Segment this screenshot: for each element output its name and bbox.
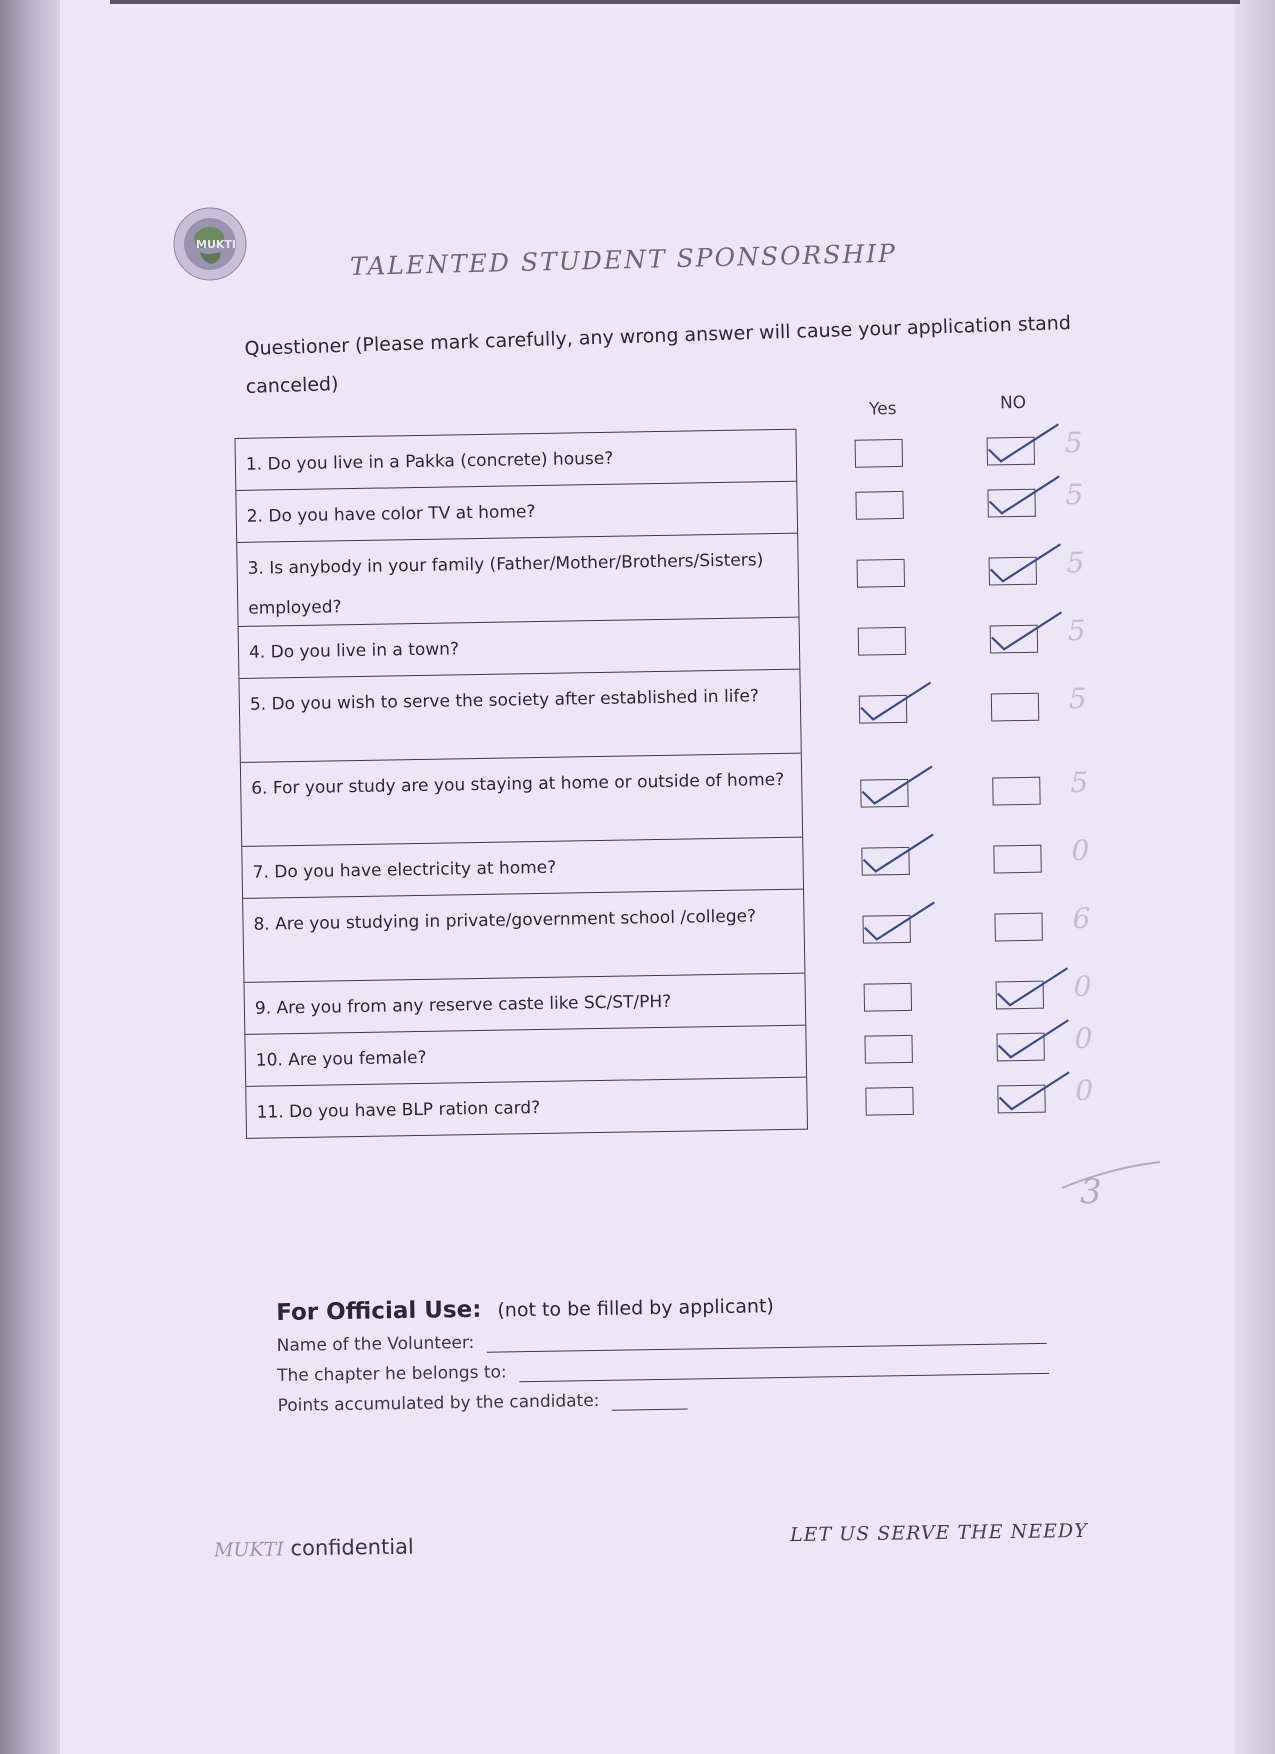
no-checkbox[interactable] (987, 489, 1035, 518)
question-row (237, 533, 798, 626)
no-checkbox[interactable] (993, 845, 1041, 874)
yes-checkbox[interactable] (859, 695, 907, 724)
no-checkbox[interactable] (994, 913, 1042, 942)
question-row (236, 481, 797, 542)
score-mark: 5 (1065, 477, 1084, 512)
score-mark: 6 (1072, 901, 1091, 936)
official-use-title: For Official Use: (276, 1296, 482, 1326)
volunteer-name-field[interactable] (486, 1325, 1046, 1353)
footer-confidential-label: confidential (290, 1534, 414, 1561)
no-checkbox[interactable] (997, 1085, 1045, 1114)
scan-top-edge (110, 0, 1240, 4)
score-mark: 5 (1070, 765, 1089, 800)
yes-checkbox[interactable] (855, 439, 903, 468)
logo-wordmark: MUKTI (196, 238, 236, 251)
question-row (242, 837, 803, 898)
question-text: 5. Do you wish to serve the society after established in life? (249, 686, 760, 715)
question-text: 4. Do you live in a town? (248, 639, 460, 663)
score-mark: 5 (1066, 545, 1085, 580)
question-text: 3. Is anybody in your family (Father/Mother/Brothers/Sisters) employed? (247, 550, 764, 619)
no-checkbox[interactable] (989, 557, 1037, 586)
score-mark: 5 (1064, 425, 1083, 460)
yes-checkbox[interactable] (864, 1035, 912, 1064)
yes-checkbox[interactable] (861, 847, 909, 876)
footer-brand: MUKTI (213, 1538, 285, 1562)
official-use-section (276, 1287, 1118, 1416)
official-use-note: (not to be filled by applicant) (497, 1295, 775, 1322)
score-mark: 0 (1073, 969, 1092, 1004)
total-score-mark: 3 (1080, 1172, 1102, 1212)
question-row (235, 429, 796, 490)
chapter-label: The chapter he belongs to: (277, 1362, 507, 1386)
yes-checkbox[interactable] (860, 779, 908, 808)
yes-checkbox[interactable] (865, 1087, 913, 1116)
question-table (234, 429, 808, 1139)
yes-checkbox[interactable] (864, 983, 912, 1012)
footer-confidential (214, 1535, 414, 1562)
total-score-underline (1060, 1158, 1162, 1196)
score-mark: 5 (1068, 681, 1088, 716)
no-checkbox[interactable] (991, 693, 1039, 722)
no-checkbox[interactable] (992, 777, 1040, 806)
scan-shadow-right (1235, 0, 1275, 1754)
page-title: TALENTED STUDENT SPONSORSHIP (349, 238, 898, 281)
no-checkbox[interactable] (987, 437, 1035, 466)
score-mark: 0 (1074, 1021, 1093, 1056)
score-mark: 0 (1075, 1073, 1094, 1108)
no-checkbox[interactable] (990, 625, 1038, 654)
question-text: 8. Are you studying in private/government school /college? (253, 906, 757, 935)
question-text: 7. Do you have electricity at home? (252, 857, 557, 883)
score-mark: 0 (1071, 833, 1090, 868)
questionnaire (234, 392, 1177, 1190)
question-text: 6. For your study are you staying at home or outside of home? (251, 769, 785, 799)
no-checkbox[interactable] (996, 981, 1044, 1010)
no-column-header: NO (999, 392, 1027, 414)
score-mark: 5 (1067, 613, 1086, 648)
volunteer-name-line (277, 1323, 1117, 1356)
question-row (245, 1025, 806, 1086)
mukti-logo-icon (172, 206, 248, 282)
no-checkbox[interactable] (996, 1033, 1044, 1062)
question-text: 2. Do you have color TV at home? (246, 502, 536, 527)
question-row (244, 973, 805, 1034)
chapter-line (277, 1353, 1117, 1386)
question-row (239, 669, 800, 762)
question-text: 9. Are you from any reserve caste like SC/ST/PH? (254, 991, 672, 1019)
volunteer-name-label: Name of the Volunteer: (276, 1332, 475, 1356)
chapter-field[interactable] (519, 1355, 1049, 1382)
yes-checkbox[interactable] (858, 627, 906, 656)
question-row (241, 753, 802, 846)
question-text: 10. Are you female? (255, 1047, 427, 1071)
footer-motto: LET US SERVE THE NEEDY (789, 1519, 1088, 1547)
question-row (246, 1077, 807, 1138)
question-text: 1. Do you live in a Pakka (concrete) house? (245, 448, 614, 475)
question-row (243, 889, 804, 982)
points-field[interactable] (611, 1391, 687, 1411)
yes-column-header: Yes (868, 399, 897, 420)
question-text: 11. Do you have BLP ration card? (256, 1098, 541, 1123)
yes-checkbox[interactable] (862, 915, 910, 944)
points-label: Points accumulated by the candidate: (277, 1390, 600, 1416)
instructions-text: Questioner (Please mark carefully, any wrong answer will cause your application stand canceled) (244, 312, 1072, 398)
yes-checkbox[interactable] (857, 559, 905, 588)
yes-checkbox[interactable] (855, 491, 903, 520)
